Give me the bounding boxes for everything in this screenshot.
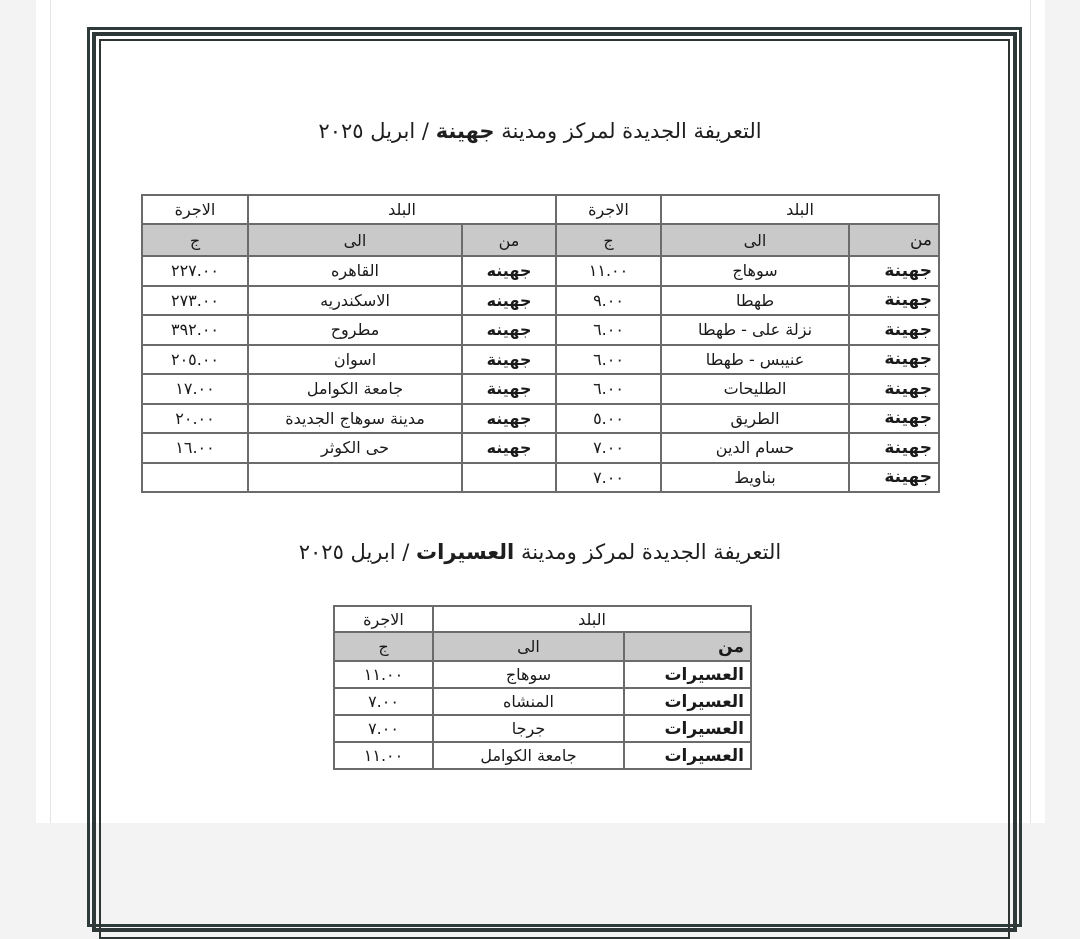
fare-cell: ٦.٠٠: [556, 345, 661, 375]
to-cell: بناويط: [661, 463, 849, 493]
section2-fare-table: [333, 605, 752, 770]
from-cell: جهينة: [462, 374, 556, 404]
table-row: [334, 742, 751, 769]
fare-cell: ٧.٠٠: [556, 463, 661, 493]
from-cell: جهينه: [462, 286, 556, 316]
section2-title-city: العسيرات: [416, 540, 515, 564]
section1-fare-table: [141, 194, 940, 493]
fare-cell: ١٦.٠٠: [142, 433, 248, 463]
from-cell: جهينه: [462, 315, 556, 345]
from-cell: جهينة: [849, 374, 939, 404]
fare-header: الاجرة: [556, 195, 661, 224]
place-header: البلد: [248, 195, 556, 224]
fare-header: الاجرة: [334, 606, 433, 632]
section1-title-city: جهينة: [435, 119, 495, 143]
from-cell: جهينه: [462, 404, 556, 434]
table-row: [334, 661, 751, 688]
section1-title: [255, 119, 825, 143]
to-cell: سوهاج: [433, 661, 624, 688]
to-cell: جامعة الكوامل: [248, 374, 462, 404]
fare-cell: ٣٩٢.٠٠: [142, 315, 248, 345]
table-row: [142, 433, 939, 463]
table-row: [142, 463, 939, 493]
table-row: [142, 286, 939, 316]
to-cell: سوهاج: [661, 256, 849, 286]
from-header: من: [462, 224, 556, 256]
from-cell: جهينه: [462, 256, 556, 286]
to-header: الى: [248, 224, 462, 256]
from-cell: جهينة: [849, 463, 939, 493]
fare-cell: ٦.٠٠: [556, 374, 661, 404]
to-cell: المنشاه: [433, 688, 624, 715]
to-cell: الاسكندريه: [248, 286, 462, 316]
fare-cell: ٧.٠٠: [334, 688, 433, 715]
fare-cell: ٧.٠٠: [334, 715, 433, 742]
from-cell: جهينة: [462, 345, 556, 375]
from-cell: جهينة: [849, 315, 939, 345]
fare-header: الاجرة: [142, 195, 248, 224]
fare-cell: ٢٧٣.٠٠: [142, 286, 248, 316]
from-cell: جهينة: [849, 404, 939, 434]
table-row: [142, 256, 939, 286]
place-header: البلد: [661, 195, 939, 224]
fare-cell: ٩.٠٠: [556, 286, 661, 316]
currency-header: ج: [142, 224, 248, 256]
page-left-edge: [50, 0, 51, 823]
from-cell: العسيرات: [624, 742, 751, 769]
place-header: البلد: [433, 606, 751, 632]
fare-cell: ١٧.٠٠: [142, 374, 248, 404]
to-cell: الطليحات: [661, 374, 849, 404]
fare-cell-empty: [142, 463, 248, 493]
from-cell: جهينه: [462, 433, 556, 463]
page-right-edge: [1030, 0, 1031, 823]
fare-cell: ٢٠.٠٠: [142, 404, 248, 434]
to-cell: اسوان: [248, 345, 462, 375]
from-cell: العسيرات: [624, 715, 751, 742]
from-cell: العسيرات: [624, 688, 751, 715]
to-cell: جامعة الكوامل: [433, 742, 624, 769]
from-cell: جهينة: [849, 433, 939, 463]
fare-cell: ٥.٠٠: [556, 404, 661, 434]
fare-cell: ٦.٠٠: [556, 315, 661, 345]
table-row: [142, 374, 939, 404]
from-header: من: [849, 224, 939, 256]
to-cell: جرجا: [433, 715, 624, 742]
table-row: [142, 404, 939, 434]
to-cell: الطريق: [661, 404, 849, 434]
from-cell: العسيرات: [624, 661, 751, 688]
table-row: [142, 345, 939, 375]
table-row: [334, 715, 751, 742]
to-cell: حى الكوثر: [248, 433, 462, 463]
fare-cell: ٧.٠٠: [556, 433, 661, 463]
fare-cell: ١١.٠٠: [334, 661, 433, 688]
to-cell: مطروح: [248, 315, 462, 345]
from-cell-empty: [462, 463, 556, 493]
from-cell: جهينة: [849, 345, 939, 375]
to-header: الى: [433, 632, 624, 661]
section2-title-prefix: التعريفة الجديدة لمركز ومدينة: [520, 540, 782, 564]
currency-header: ج: [334, 632, 433, 661]
fare-cell: ٢٢٧.٠٠: [142, 256, 248, 286]
table-subheader-row: [334, 632, 751, 661]
table-subheader-row: [142, 224, 939, 256]
from-cell: جهينة: [849, 286, 939, 316]
to-cell: طهطا: [661, 286, 849, 316]
to-cell: نزلة على - طهطا: [661, 315, 849, 345]
from-header: من: [624, 632, 751, 661]
section1-title-prefix: التعريفة الجديدة لمركز ومدينة: [501, 119, 762, 143]
fare-cell: ٢٠٥.٠٠: [142, 345, 248, 375]
to-header: الى: [661, 224, 849, 256]
table-row: [334, 688, 751, 715]
section2-title-suffix: / ابريل ٢٠٢٥: [298, 540, 410, 564]
to-cell-empty: [248, 463, 462, 493]
table-row: [142, 315, 939, 345]
to-cell: مدينة سوهاج الجديدة: [248, 404, 462, 434]
fare-cell: ١١.٠٠: [334, 742, 433, 769]
to-cell: عنيبس - طهطا: [661, 345, 849, 375]
currency-header: ج: [556, 224, 661, 256]
section1-title-suffix: / ابريل ٢٠٢٥: [318, 119, 429, 143]
table-header-row: [142, 195, 939, 224]
from-cell: جهينة: [849, 256, 939, 286]
to-cell: القاهره: [248, 256, 462, 286]
fare-cell: ١١.٠٠: [556, 256, 661, 286]
to-cell: حسام الدين: [661, 433, 849, 463]
section2-title: [255, 540, 825, 564]
table-header-row: [334, 606, 751, 632]
